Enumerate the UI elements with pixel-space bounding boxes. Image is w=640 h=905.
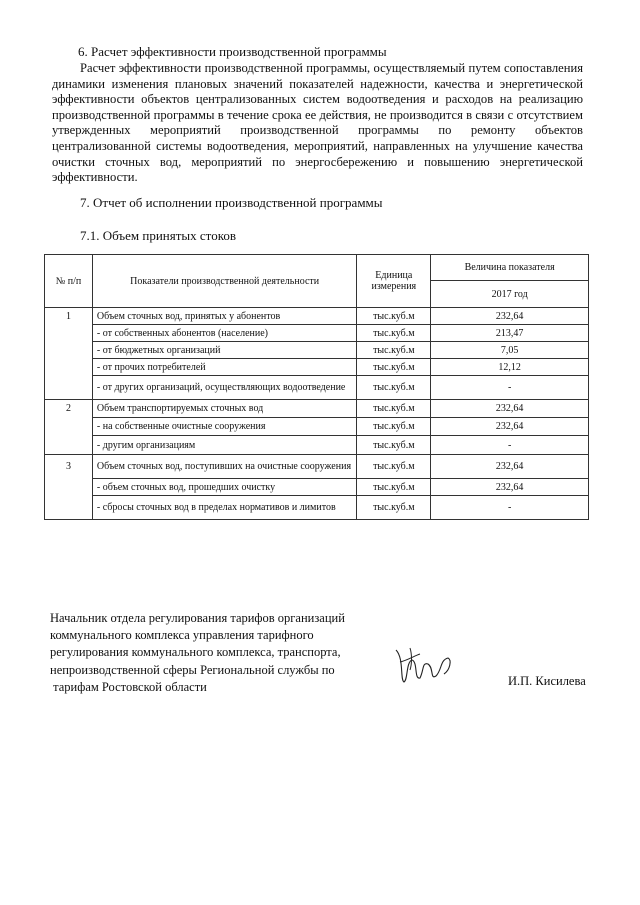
row-num-3: 3: [45, 455, 93, 520]
header-value: Величина показателя: [431, 255, 589, 281]
table-row: [45, 496, 589, 520]
row-unit: тыс.куб.м: [357, 479, 431, 496]
signature-line: тарифам Ростовской области: [50, 679, 207, 694]
table-row: [45, 325, 589, 342]
table-row: [45, 436, 589, 455]
row-unit: тыс.куб.м: [357, 376, 431, 400]
row-indicator: - от собственных абонентов (население): [92, 325, 356, 342]
row-value: 232,64: [431, 400, 589, 418]
row-unit: тыс.куб.м: [357, 342, 431, 359]
header-unit: Единица измерения: [357, 255, 431, 308]
row-unit: тыс.куб.м: [357, 418, 431, 436]
section-6-paragraph: Расчет эффективности производственной программы, осуществляемый путем сопоставления динамики изменения плановых значений показателей надежности, качества и энергетической эффективности объектов централизованных систем водоотведения и расходов на реализацию производственной программы в течение срока ее действия, не производится в связи с отсутствием утвержденных мероприятий производственной программы по ремонту объектов централизованной системы водоотведения, мероприятий, направленных на улучшение качества очистки сточных вод, мероприятий по энергосбережению и повышению энергетической эффективности.: [52, 61, 583, 185]
table-row: [45, 308, 589, 325]
row-value: -: [431, 496, 589, 520]
row-value: -: [431, 376, 589, 400]
handwritten-signature: [390, 640, 460, 690]
row-num-1: 1: [45, 308, 93, 400]
row-indicator: - объем сточных вод, прошедших очистку: [92, 479, 356, 496]
table-row: [45, 455, 589, 479]
table-row: [45, 400, 589, 418]
row-value: 7,05: [431, 342, 589, 359]
table-row: [45, 479, 589, 496]
row-indicator: - от бюджетных организаций: [92, 342, 356, 359]
row-unit: тыс.куб.м: [357, 400, 431, 418]
row-value: 232,64: [431, 479, 589, 496]
table-row: [45, 376, 589, 400]
row-indicator: Объем сточных вод, поступивших на очистные сооружения: [92, 455, 356, 479]
table-row: [45, 418, 589, 436]
accepted-wastewater-table: [44, 254, 589, 520]
row-indicator: Объем транспортируемых сточных вод: [92, 400, 356, 418]
section-6-title: 6. Расчет эффективности производственной программы: [78, 44, 387, 59]
row-indicator: - от прочих потребителей: [92, 359, 356, 376]
signature-line: коммунального комплекса управления тарифного: [50, 628, 314, 643]
row-num-2: 2: [45, 400, 93, 455]
section-7-title: 7. Отчет об исполнении производственной программы: [80, 195, 383, 210]
header-num: № п/п: [45, 255, 93, 308]
row-value: 232,64: [431, 455, 589, 479]
row-unit: тыс.куб.м: [357, 325, 431, 342]
row-unit: тыс.куб.м: [357, 359, 431, 376]
row-indicator: - другим организациям: [92, 436, 356, 455]
header-year: 2017 год: [431, 281, 589, 308]
signature-line: непроизводственной сферы Региональной службы по: [50, 662, 335, 677]
row-indicator: Объем сточных вод, принятых у абонентов: [92, 308, 356, 325]
row-unit: тыс.куб.м: [357, 496, 431, 520]
row-unit: тыс.куб.м: [357, 455, 431, 479]
signature-line: Начальник отдела регулирования тарифов организаций: [50, 611, 345, 625]
signatory-name: И.П. Кисилева: [508, 674, 586, 688]
table-row: [45, 359, 589, 376]
row-indicator: - сбросы сточных вод в пределах нормативов и лимитов: [92, 496, 356, 520]
signature-line: регулирования коммунального комплекса, транспорта,: [50, 645, 341, 660]
row-value: 232,64: [431, 418, 589, 436]
row-indicator: - на собственные очистные сооружения: [92, 418, 356, 436]
signature-block: [50, 610, 345, 696]
row-value: 232,64: [431, 308, 589, 325]
row-unit: тыс.куб.м: [357, 308, 431, 325]
header-indicator: Показатели производственной деятельности: [92, 255, 356, 308]
row-indicator: - от других организаций, осуществляющих водоотведение: [92, 376, 356, 400]
row-value: 12,12: [431, 359, 589, 376]
row-unit: тыс.куб.м: [357, 436, 431, 455]
table-row: [45, 342, 589, 359]
table-header-row-1: [45, 255, 589, 281]
row-value: 213,47: [431, 325, 589, 342]
section-7-1-title: 7.1. Объем принятых стоков: [80, 228, 236, 243]
row-value: -: [431, 436, 589, 455]
